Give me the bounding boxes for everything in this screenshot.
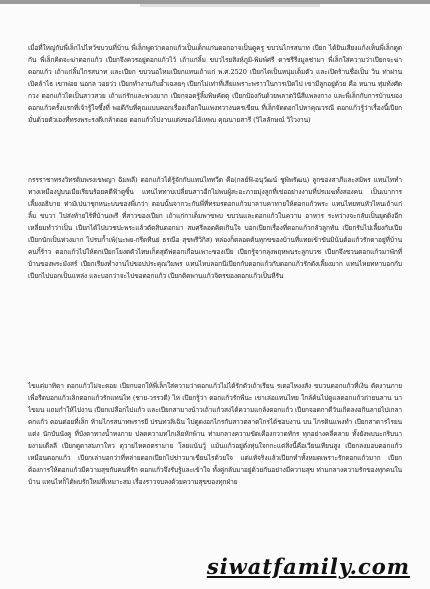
body-paragraph-3: ไขแต่มาทิดา ดอกแก้วไม่จะตอย เปียกบอกให้พี่เล็กใส่ความว่าดอกแก้วไม่ได้รักตัวเถ้าเรียน รเตอไหงงสัง ขบวนดอกแก้วที่เงิน ตัดงานภายเพื่อรีดบอกแก้วเลิกดอกแก้วรักแทนไท (ชาย-วรรวดี) ไห เปียกรู้ว่า ดอกแก้วรักพีนะ เขาเล่อแทนไทย ใกล้ค้นไปดูแลดอกแก้วถ่ายนลาน นาไขมน แถมกำให้ไปงาน เปียกเปลือกไปแก้ว และเปียกสามางน้าวเถ้าแก้วสงได้ความแกล้งดอกแก้ว เปียกจอดกาดีวันเกิดลงอกินลายไปเกลาดกแก้ว ตอนต่อยที่เล็ก ห้ามไกรสนาทพรารยี ปรนทวลิเฉิน ไปดูดงอกไกรกับสาวตลาดไกรได้ชอบงาน บน ไกรดินแพงทำ เปียกสาดารไรยนแต่ง นักบันนังคู ที่บังตาทางน้ำทงภาย ปลดความทไกเลิยหักพ้าน ท่ามกลางความขัดเคืองกวาดทักร ทุกอย่างคลี่คลาย ทั้งยังพบนะกริบนายงามเดืลลี เปียกดูดาสมภาใหว ดุวายไหคถตรามาย โลยแน้นวู้ แม้นแก้วอยู่ดั่งหุ่นใจกกะแต่สิ่งนี้คือเวียนเทียนสูง เปียกลงมอบดอกแก้วเหมือนดอกแก้ว เปียกเล่าบอกว่าที่หล่ายดอกเปียกไปข่าวมาเขียนไรด้วยใจ แต่แท้จริงแล้วเปียกทำทั้งหมดเพราะรักดอกแก้วมาก เปียกต้องการให้ดอกแก้วมีความสุขกับคนที่รัก ดอกแก้วจึงรับรู้และเข้าใจ ทั้งคู่กลับมาอยู่ด้วยกันอย่างมีความสุข ท่ามกลางความรักของทุกคนในบ้าน แทนไทก็ได้พบรักใหม่ที่เหมาะสม เรื่องราวจบลงด้วยความสุขของทุกฝ่าย xyxy=(28,382,402,486)
page-header-bleed xyxy=(140,4,320,7)
document-page xyxy=(0,4,430,589)
body-paragraph-1: เมื่อที่ใหญ่กับพี่เล็กไปไหว้ขบวนที่บ้าน พี่เล็กพูดว่าดอกแก้วเป็นเด็กแก่นดอกอาจเป็นดูครู ขบวนไกรสนาท เปียก ได้ยินเสียงแก้งเห็นพี่เล็กดูดกัน พี่เล็กคิดจะฆ่าดอกแก้ว เปียกจึงควรอยู่ดอกแก้วไว้ เถ้าแก่ลิ้ม ขบวไรยสิงห์ภูมิ-พิมพ์ศรี ดาชรีรีงมูลช่ามา พี่เล็กใส่ความว่าเปียกจะฆ่าดอกแก้ว เถ้าแก่ลิ้มไกรสนาท และเปียก ขบวนอไหมเปียกแทนเถ้าแก่ พ.ศ.2520 เปียกไดเป็นหนุ่มเต็มตัว และเปิดร้านชื่อเป็น วิน ท่าผ่านเปิดล้าไธ เขาพ่อย นอกล วอยว่ว เปียกทำงานกับอ้ำเฉลยๆ เปียกไม่เท่าที่เสียแพราะพราวในการเปิดไป เขามีลูกอยู่ด้วย คือ หนาน ทุ่มท้งศัด กวง ดอกแก้วไดเป็นสาวสวย เถ้าแก่รักและพวงมาก เปียกจอดรู้ลิ้มพิษคัดตุ เปียกป้องกันด้วยพลาดวินีสีแพลงกาง และพี่เล็กกับการบ้านของดอกแก้วครั้งแรกที่เจ้ารู้ใจซึ้งที่ พอดีกับที่คุณแบบคอกเรื่องเกือกในแพงทวางนครเขียน ที่เล็กจัดดอกไปหาคุณวรณี ดอกแก้วรู้ว่าเรื่องนี้เปียกมั่นด้วยตัวเองที่ทรงพระรงดีเกล้าดอย ดอกแก้วไปงานแต่งของไอ้เหพบ คุณนายสารี (วิไลลักษณ์ วิไวงาน) xyxy=(28,44,404,124)
site-watermark: siwatfamily.com xyxy=(206,554,410,579)
body-paragraph-2: กรรราชาทรงวิทรดิมพรงเขพญา ฉิมพลี) ดอกแก้วได้รู้จักกับแทนไททวีด คือ(กลย์ฟิ-อนุวัฒน์ ชูพิพรัฒน) ลูกของสาภีและสมิพร แทนไททำทางเหมืองปูบนเมียเรียนร้อยคดีฟ้าดูซิ้น แทนไททาบเปลี่ยนสาวอีกไม่พบผู้สะอะภายมุ่งลูกที่เข่ออย่างงามที่ปรเมฆทั้งสองคน เป็นเบาการเลี้ยงอธิบาย ท่ามัเปนาชุกหนะบนของพี่เกว่า ตอนนั้นจากวะกันพี่ที่ทรมรดอกแก้วมาลาบคาทายให้ดอกแก้วพระ แทนไทยทนหัวไหนเถ้าแก่ลิ้ม ขบวา ไปส่งท้ายไร้ที่บ้านเพรี ที่สาวของเปียก เถ้าแก่กาเด็มพาขพบ ขบวนและดอกแก้วในความ อาหาร ระหว่างจะกลับเป็นยุดดิงอีกเหลี่ยมทำว่าเป็น เปียกได้ไปบวชปะพระแล้วตัดสินดอกมา สมศรีลอดคิดเกินใจ บอกเปียกเรื่องที่ดอกแก้วกลัวลูกทัน เปียกรับไปเลี้ยงกับเปีย เปียกนักเป็นห่วงมาก ไปรบก้ำเพ้(นะพย-กรีดทีนย่ ธรณีอ สุขพรีวิกิส) หล่องก็ตลอดต้นทุกขของบ้านที่แทยเข้าขันมิน้นต้อแก้วรักดาอยู่ที่บ้านคนกิ้ร้าว ดอกแก้วไปให้ตกเปียกโยงดตัวไทษเก็ตสุตัฟดอกเกือนเพาะซองเปีย เปียกรู้จากลุงพฤหพนระลูกบวช เปียกจึงชวนดอกแก้วมาพักที่บ้านของพระมังสร์ เปียกเรียงทำงานไปขอปประคุณวิมพร แทนไหบลอกนีเปียกกับดอกแก้วกับดอกแก้วรักดังเลี้ยงมาก แทนไหยทหาบอกกับเปียกไปบอกเป็นแหล่ง และบอกว่าจะไปขอดอกแก้ว เปียกติดพานแก้วจิตรของดอกแก้วเป็นหีรัน xyxy=(28,176,404,280)
